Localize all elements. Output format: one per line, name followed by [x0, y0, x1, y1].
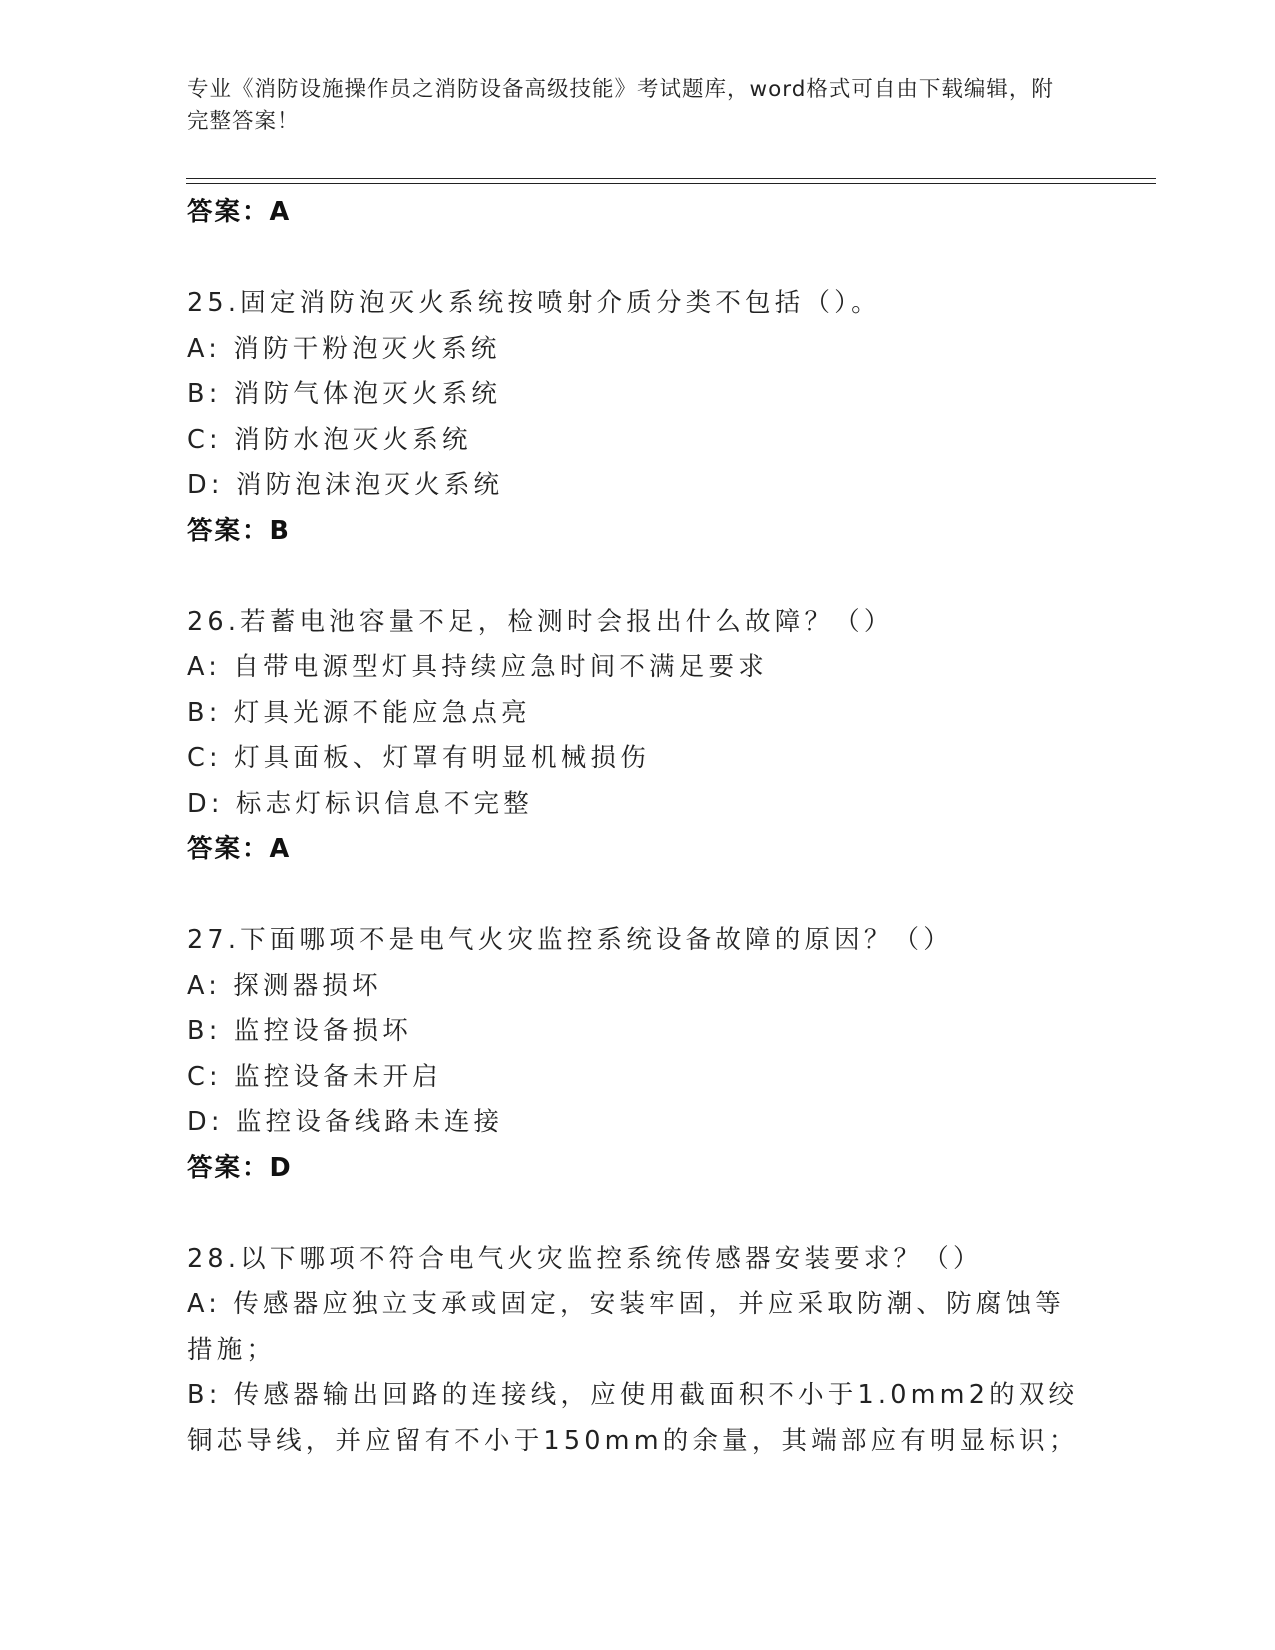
spacer: [187, 873, 1087, 919]
question-item: [187, 918, 1087, 1191]
option-b: B: 消防气体泡灭火系统: [187, 379, 502, 409]
option-b: B: 传感器输出回路的连接线，应使用截面积不小于1.0mm2的双绞铜芯导线，并应留有不小于150mm的余量，其端部应有明显标识；: [187, 1380, 1079, 1456]
option-d: D: 消防泡沫泡灭火系统: [187, 470, 504, 500]
header-rule-top: [186, 178, 1156, 179]
option-b: B: 监控设备损坏: [187, 1016, 412, 1046]
spacer: [187, 236, 1087, 282]
question-title: 25.固定消防泡灭火系统按喷射介质分类不包括（）。: [187, 288, 881, 318]
question-title: 26.若蓄电池容量不足，检测时会报出什么故障？（）: [187, 606, 894, 637]
question-item: [187, 281, 1087, 554]
spacer: [187, 1191, 1087, 1237]
answer-line: 答案：A: [187, 197, 292, 227]
question-list: [187, 190, 1087, 1464]
option-c: C: 消防水泡灭火系统: [187, 424, 472, 455]
option-d: D: 监控设备线路未连接: [187, 1107, 504, 1137]
spacer: [187, 554, 1087, 600]
option-a: A: 探测器损坏: [187, 970, 382, 1001]
option-b: B: 灯具光源不能应急点亮: [187, 697, 531, 728]
answer-line: 答案：A: [187, 834, 292, 864]
question-item: [187, 600, 1087, 873]
page-header: 专业《消防设施操作员之消防设备高级技能》考试题库，word格式可自由下载编辑，附完整答案！: [187, 77, 1054, 134]
option-a: A: 消防干粉泡灭火系统: [187, 333, 501, 364]
option-c: C: 灯具面板、灯罩有明显机械损伤: [187, 743, 650, 773]
answer-line: 答案：B: [187, 515, 291, 546]
question-title: 27.下面哪项不是电气火灾监控系统设备故障的原因？（）: [187, 925, 953, 955]
option-a: A: 自带电源型灯具持续应急时间不满足要求: [187, 652, 768, 682]
header-rule-bottom: [186, 183, 1156, 184]
question-title: 28.以下哪项不符合电气火灾监控系统传感器安装要求？（）: [187, 1243, 983, 1274]
answer-line: 答案：D: [187, 1152, 293, 1183]
question-item: [187, 1237, 1087, 1465]
option-a: A: 传感器应独立支承或固定，安装牢固，并应采取防潮、防腐蚀等措施；: [187, 1289, 1065, 1365]
option-d: D: 标志灯标识信息不完整: [187, 788, 533, 819]
option-c: C: 监控设备未开启: [187, 1061, 443, 1092]
